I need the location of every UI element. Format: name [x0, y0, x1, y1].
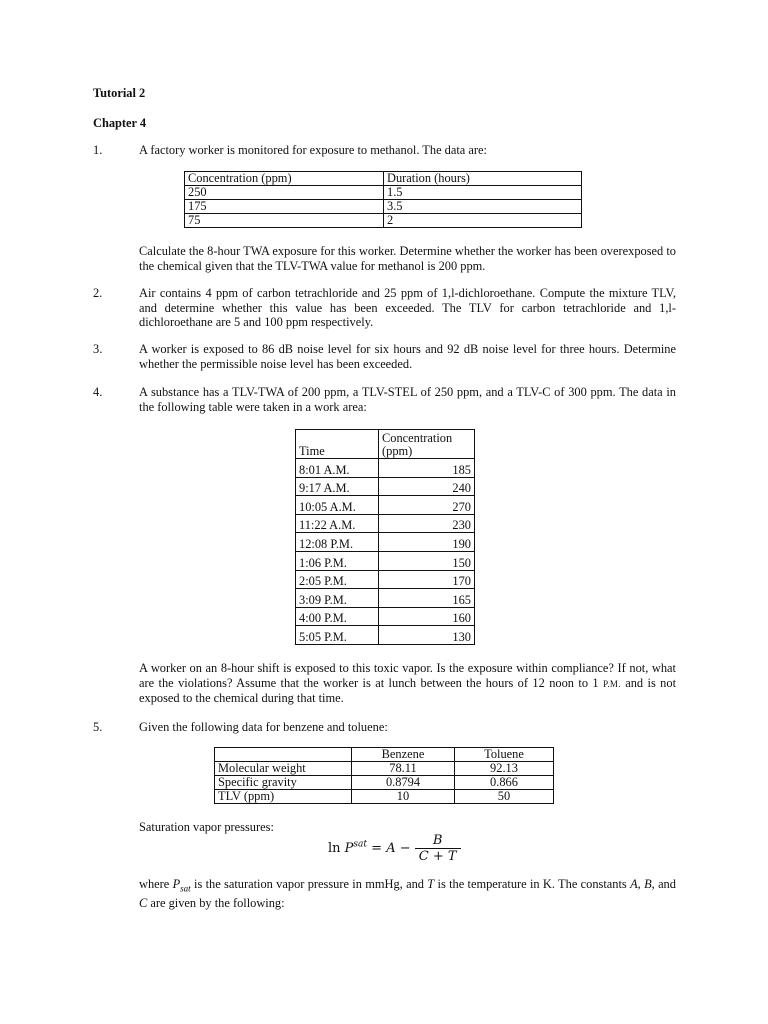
- table-cell: 250: [185, 186, 384, 200]
- followup-text-b: and is not exposed to the chemical during that time.: [139, 675, 677, 705]
- var-b: B: [644, 877, 652, 891]
- time-cell: 9:17 A.M.: [296, 477, 379, 496]
- time-cell: 4:00 P.M.: [296, 607, 379, 626]
- table-header-row: [215, 748, 554, 762]
- where-text: is the saturation vapor pressure in mmHg, and: [194, 877, 424, 891]
- table-cell: 0.866: [455, 776, 554, 790]
- concentration-cell: 190: [379, 533, 475, 552]
- concentration-cell: 160: [379, 607, 475, 626]
- table-row: [185, 200, 582, 214]
- table-row: [296, 496, 475, 515]
- question-text: Air contains 4 ppm of carbon tetrachloride and 25 ppm of 1,l-dichloroethane. Compute the mixture TLV, and determine whether this value has been exceeded. The TLV for carbon tetrachloride and 1,l-dichloroethane are 5 and 100 ppm respectively.: [139, 286, 676, 329]
- header-conc-line2: (ppm): [382, 444, 413, 458]
- table-header-cell: Toluene: [455, 748, 554, 762]
- time-cell: 8:01 A.M.: [296, 459, 379, 478]
- table-header-row: [185, 172, 582, 186]
- table-row: [296, 459, 475, 478]
- methanol-exposure-table: [184, 171, 582, 228]
- concentration-cell: 240: [379, 477, 475, 496]
- table-row: [296, 533, 475, 552]
- table-row: [215, 790, 554, 804]
- table-row: [215, 776, 554, 790]
- eq-ln: ln: [328, 841, 341, 856]
- time-cell: 12:08 P.M.: [296, 533, 379, 552]
- eq-p: P: [344, 841, 354, 856]
- table-cell: 3.5: [384, 200, 582, 214]
- concentration-cell: 230: [379, 514, 475, 533]
- table-row: [296, 477, 475, 496]
- time-cell: 3:09 P.M.: [296, 589, 379, 608]
- table-row: [185, 186, 582, 200]
- concentration-time-table: [295, 429, 475, 645]
- table-header-row: [296, 430, 475, 459]
- table-row: [296, 589, 475, 608]
- var-p: P: [172, 877, 181, 891]
- table-cell: 75: [185, 214, 384, 228]
- question-text: Given the following data for benzene and toluene:: [139, 720, 388, 734]
- where-text: and: [658, 877, 676, 891]
- table-body: [296, 459, 475, 645]
- sub-sat: sat: [180, 883, 191, 894]
- table-row: [296, 570, 475, 589]
- table-header-cell: [379, 430, 475, 459]
- table-cell: TLV (ppm): [215, 790, 352, 804]
- table-cell: 175: [185, 200, 384, 214]
- table-cell: Molecular weight: [215, 762, 352, 776]
- eq-fraction: [415, 833, 461, 864]
- table-cell: 50: [455, 790, 554, 804]
- question-number: 5.: [93, 720, 103, 734]
- where-text: ,: [637, 877, 641, 891]
- eq-numerator: B: [415, 833, 461, 849]
- var-a: A: [630, 877, 638, 891]
- table-row: [185, 214, 582, 228]
- table-row: [296, 551, 475, 570]
- time-cell: 5:05 P.M.: [296, 626, 379, 645]
- where-text: where: [139, 877, 170, 891]
- table-header-cell: Duration (hours): [384, 172, 582, 186]
- where-text: are given by the following:: [150, 895, 285, 910]
- table-cell: 10: [352, 790, 455, 804]
- table-header-cell: Concentration (ppm): [185, 172, 384, 186]
- var-c: C: [139, 895, 148, 910]
- question-followup: Calculate the 8-hour TWA exposure for this worker. Determine whether the worker has been overexposed to the chemical given that the TLV-TWA value for methanol is 200 ppm.: [139, 244, 676, 273]
- concentration-cell: 185: [379, 459, 475, 478]
- eq-denominator: C + T: [418, 849, 457, 864]
- tutorial-title: Tutorial 2: [93, 86, 146, 100]
- concentration-cell: 130: [379, 626, 475, 645]
- svp-label: Saturation vapor pressures:: [139, 820, 274, 834]
- question-text: A substance has a TLV-TWA of 200 ppm, a TLV-STEL of 250 ppm, and a TLV-C of 300 ppm. The data in the following table were taken in a work area:: [139, 385, 676, 414]
- concentration-cell: 170: [379, 570, 475, 589]
- table-cell: 1.5: [384, 186, 582, 200]
- saturation-pressure-equation: [328, 833, 461, 864]
- where-text: is the temperature in K. The constants: [437, 877, 627, 891]
- question-text: A worker is exposed to 86 dB noise level for six hours and 92 dB noise level for three hours. Determine whether the permissible noise level has been exceeded.: [139, 342, 676, 371]
- header-conc-line1: Concentration: [382, 431, 453, 445]
- followup-text-a: A worker on an 8-hour shift is exposed to this toxic vapor. Is the exposure within compliance? If not, what are the violations? Assume that the worker is at lunch between the hours of 12 noon to 1: [139, 661, 676, 690]
- table-cell: 2: [384, 214, 582, 228]
- concentration-cell: 150: [379, 551, 475, 570]
- table-row: [296, 607, 475, 626]
- question-text: A factory worker is monitored for exposure to methanol. The data are:: [139, 143, 487, 157]
- table-cell: 78.11: [352, 762, 455, 776]
- pm-smallcaps: P.M.: [603, 678, 621, 689]
- time-cell: 1:06 P.M.: [296, 551, 379, 570]
- where-paragraph: [139, 877, 676, 910]
- question-number: 1.: [93, 143, 103, 157]
- table-row: [296, 626, 475, 645]
- table-header-cell: Time: [296, 430, 379, 459]
- concentration-cell: 270: [379, 496, 475, 515]
- table-cell: 0.8794: [352, 776, 455, 790]
- chapter-title: Chapter 4: [93, 116, 147, 130]
- question-number: 3.: [93, 342, 103, 356]
- question-followup: [139, 661, 676, 706]
- question-number: 4.: [93, 385, 103, 399]
- time-cell: 11:22 A.M.: [296, 514, 379, 533]
- table-header-cell: [215, 748, 352, 762]
- time-cell: 10:05 A.M.: [296, 496, 379, 515]
- time-cell: 2:05 P.M.: [296, 570, 379, 589]
- table-cell: 92.13: [455, 762, 554, 776]
- benzene-toluene-table: [214, 747, 554, 804]
- table-cell: Specific gravity: [215, 776, 352, 790]
- eq-sup-sat: sat: [353, 839, 368, 850]
- where-text: ,: [651, 877, 655, 891]
- concentration-cell: 165: [379, 589, 475, 608]
- var-t: T: [427, 877, 435, 891]
- table-row: [296, 514, 475, 533]
- table-header-cell: Benzene: [352, 748, 455, 762]
- eq-mid: = A −: [371, 841, 411, 856]
- question-number: 2.: [93, 286, 103, 300]
- table-row: [215, 762, 554, 776]
